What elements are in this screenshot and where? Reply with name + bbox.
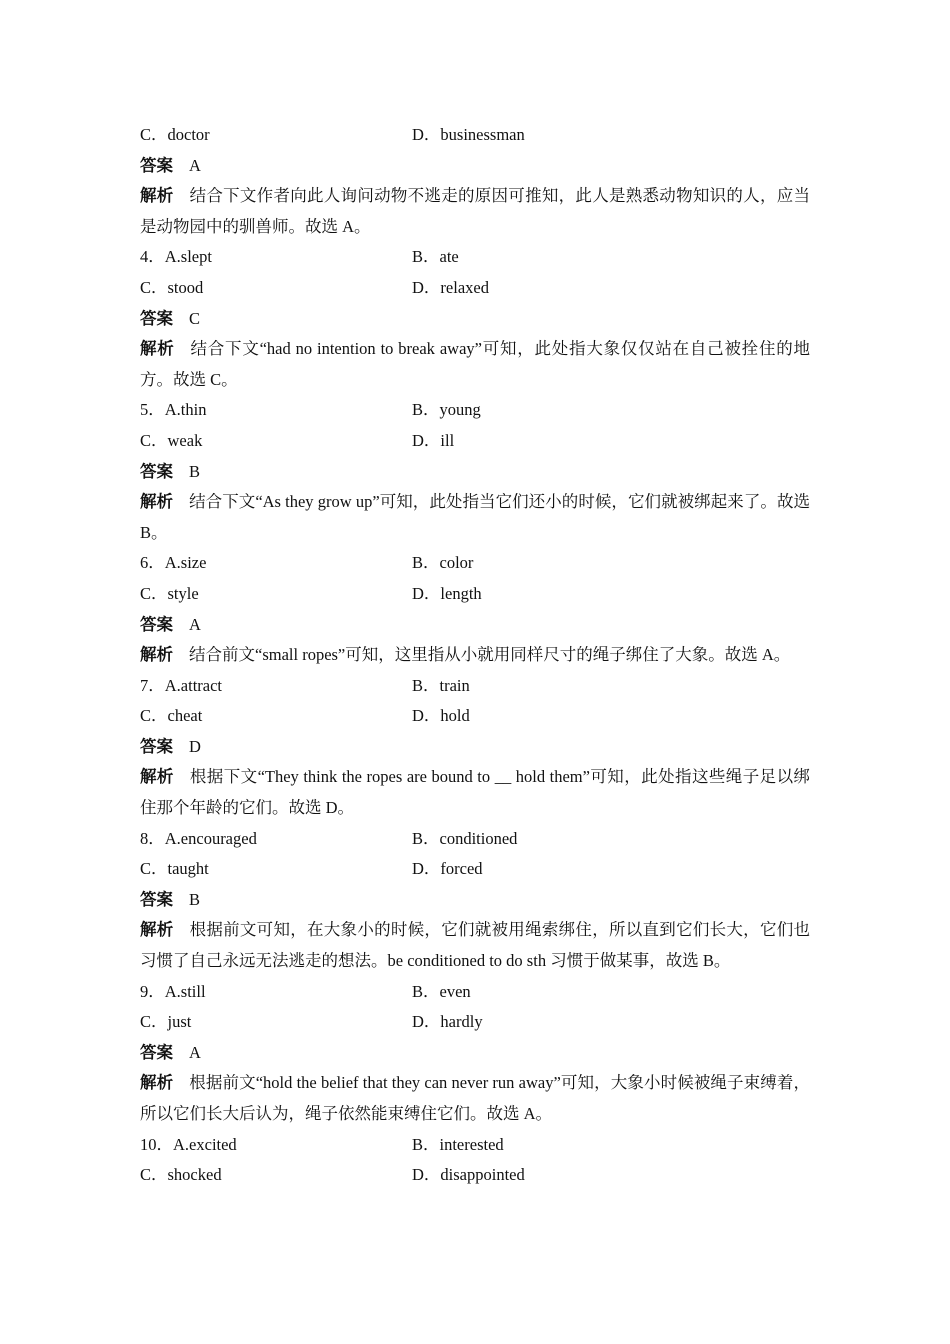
answer-label: 答案 (140, 889, 173, 909)
option-row (140, 120, 810, 151)
option-right: B．young (412, 400, 481, 420)
option-right: B．color (412, 553, 474, 573)
analysis-paragraph (140, 762, 810, 823)
answer-value: B (189, 889, 201, 909)
answer-value: D (189, 736, 201, 756)
answer-value: C (189, 308, 201, 328)
option-row (140, 824, 810, 855)
option-row (140, 426, 810, 457)
option-left: 7．A.attract (140, 675, 223, 695)
option-right: D．hardly (412, 1012, 483, 1032)
analysis-text: 结合下文作者向此人询问动物不逃走的原因可推知，此人是熟悉动物知识的人，应当是动物园中的驯兽师。故选 A。 (140, 186, 811, 236)
option-right: D．ill (412, 430, 455, 450)
option-left: C．shocked (140, 1165, 222, 1185)
option-row (140, 548, 810, 579)
option-right: D．length (412, 583, 482, 603)
analysis-paragraph (140, 640, 810, 671)
option-right: B．interested (412, 1134, 504, 1154)
answer-label: 答案 (140, 614, 173, 634)
option-right: B．ate (412, 247, 459, 267)
answer-value: A (189, 1042, 201, 1062)
analysis-paragraph (140, 181, 810, 242)
answer-value: A (189, 614, 201, 634)
answer-label: 答案 (140, 308, 173, 328)
option-row (140, 242, 810, 273)
option-left: C．weak (140, 430, 203, 450)
option-right: B．even (412, 981, 471, 1001)
answer-label: 答案 (140, 155, 173, 175)
option-row (140, 273, 810, 304)
answer-value: A (189, 155, 201, 175)
option-row (140, 1007, 810, 1038)
analysis-paragraph (140, 334, 810, 395)
option-right: D．disappointed (412, 1165, 525, 1185)
analysis-label: 解析 (140, 186, 174, 206)
answer-row (140, 732, 810, 763)
analysis-label: 解析 (140, 1073, 174, 1093)
answer-value: B (189, 461, 201, 481)
option-right: D．relaxed (412, 277, 489, 297)
option-left: 8．A.encouraged (140, 828, 257, 848)
option-left: C．just (140, 1012, 192, 1032)
analysis-paragraph (140, 1068, 810, 1129)
option-row (140, 671, 810, 702)
analysis-text: 结合下文“As they grow up”可知，此处指当它们还小的时候，它们就被绑起来了。故选 B。 (140, 492, 810, 542)
analysis-paragraph (140, 487, 810, 548)
answer-row (140, 151, 810, 182)
option-right: D．businessman (412, 125, 525, 144)
answer-row (140, 610, 810, 641)
option-left: 10．A.excited (140, 1134, 237, 1154)
option-left: 6．A.size (140, 553, 207, 573)
answer-label: 答案 (140, 461, 173, 481)
option-row (140, 854, 810, 885)
analysis-text: 根据下文“They think the ropes are bound to __ hold them”可知，此处指这些绳子足以绑住那个年龄的它们。故选 D。 (140, 767, 811, 818)
analysis-label: 解析 (140, 492, 174, 512)
option-left: C．style (140, 583, 199, 603)
analysis-label: 解析 (140, 645, 173, 665)
option-left: C．taught (140, 859, 209, 879)
analysis-text: 结合下文“had no intention to break away”可知，此处指大象仅仅站在自己被拴住的地方。故选 C。 (140, 339, 810, 389)
answer-row (140, 1038, 810, 1069)
analysis-text: 根据前文可知，在大象小的时候，它们就被用绳索绑住，所以直到它们长大，它们也习惯了自己永远无法逃走的想法。be conditioned to do sth 习惯于做某事，故选 B。 (140, 920, 811, 971)
option-right: B．train (412, 675, 470, 695)
analysis-label: 解析 (140, 767, 174, 787)
option-row (140, 1160, 810, 1191)
analysis-label: 解析 (140, 920, 174, 940)
option-right: D．hold (412, 706, 470, 726)
option-left: C．stood (140, 277, 204, 297)
option-row (140, 701, 810, 732)
option-row (140, 1130, 810, 1161)
analysis-text: 根据前文“hold the belief that they can never run away”可知，大象小时候被绳子束缚着，所以它们长大后认为，绳子依然能束缚住它们。故选 A。 (140, 1073, 810, 1123)
option-row (140, 395, 810, 426)
answer-row (140, 885, 810, 916)
option-left: 5．A.thin (140, 400, 207, 420)
answer-label: 答案 (140, 1042, 173, 1062)
option-right: D．forced (412, 859, 483, 879)
answer-row (140, 457, 810, 488)
option-right: B．conditioned (412, 828, 518, 848)
analysis-text: 结合前文“small ropes”可知，这里指从小就用同样尺寸的绳子绑住了大象。故选 A。 (189, 645, 791, 665)
option-left: 4．A.slept (140, 247, 212, 267)
option-left: C．doctor (140, 125, 210, 144)
answer-row (140, 304, 810, 335)
option-left: C．cheat (140, 706, 203, 726)
option-row (140, 579, 810, 610)
option-row (140, 977, 810, 1008)
answer-label: 答案 (140, 736, 173, 756)
analysis-label: 解析 (140, 339, 175, 359)
document-page (140, 120, 810, 1191)
option-left: 9．A.still (140, 981, 206, 1001)
analysis-paragraph (140, 915, 810, 976)
